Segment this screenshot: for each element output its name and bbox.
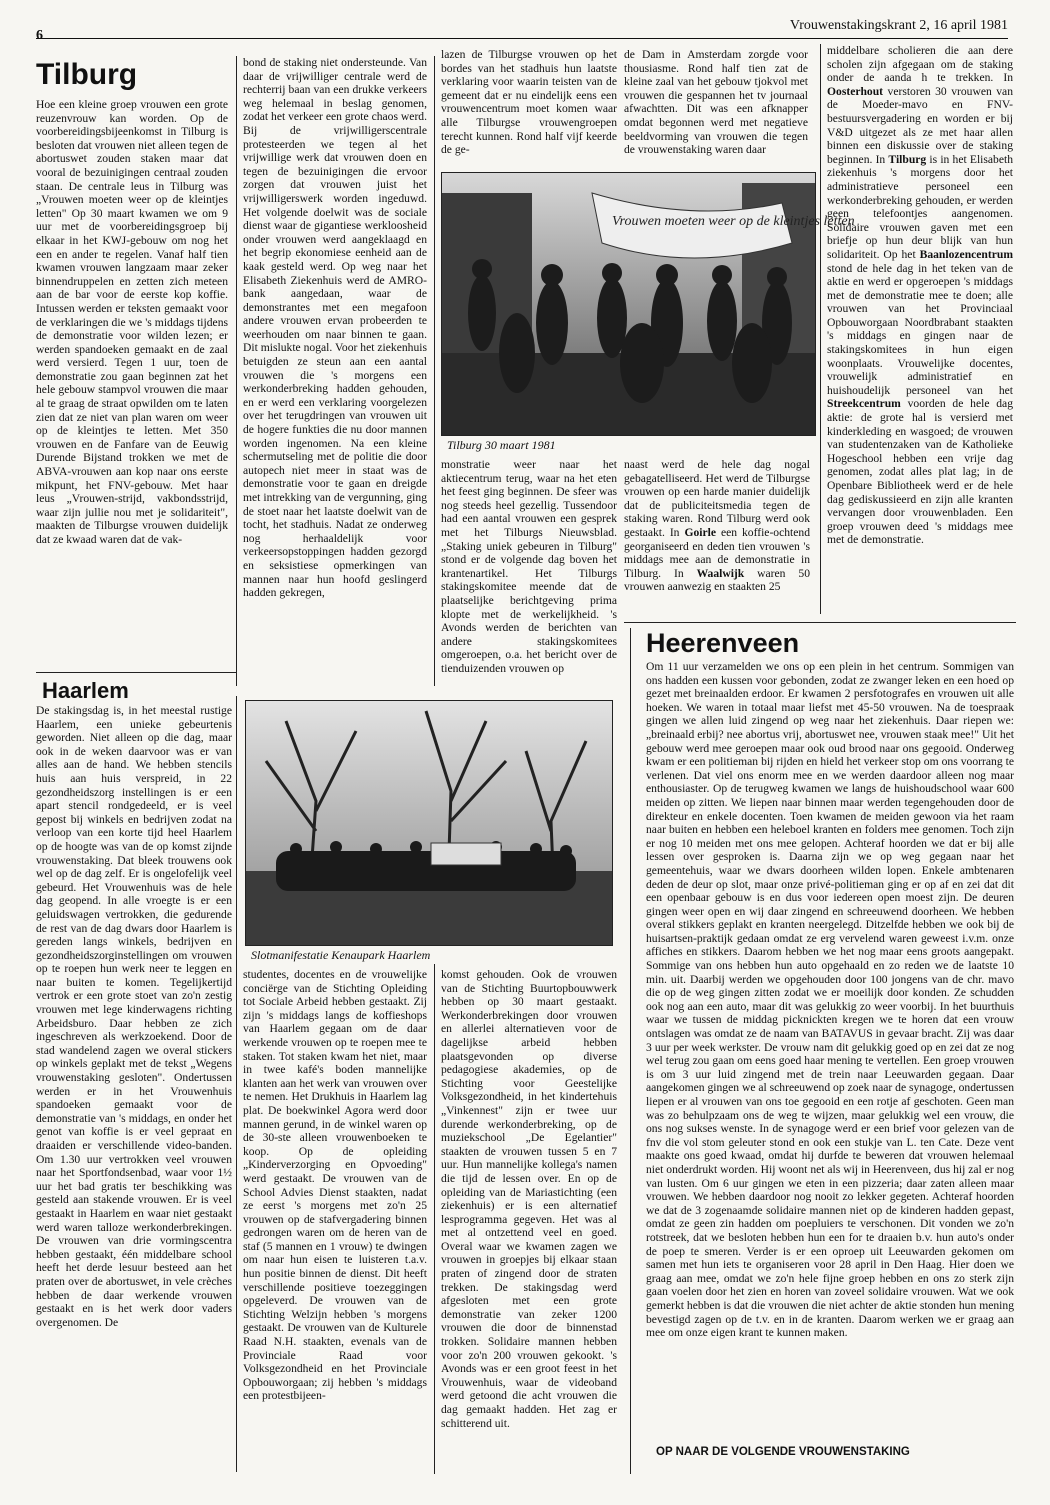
tilburg-column-3-top <box>441 48 617 168</box>
tilburg-column-5 <box>827 44 1013 610</box>
section-rule <box>624 622 1016 623</box>
haarlem-text-1: De stakingsdag is, in het meestal rustige Haarlem, een unieke gebeurtenis geworden. Niet alleen op die dag, maar ook in de weken daarvoor was er van alles aan de hand. We hebben stencils huis aan huis verspreid, in 22 gezondheidszorg instellingen is er een apart stencil rondgedeeld, er is veel gepost bij winkels en bedrijven zodat na verloop van een korte tijd heel Haarlem op de hoogte was van de op komst zijnde vrouwenstaking. Dat bleek trouwens ook wel op de dag zelf. Er is ongelofelijk veel gebeurd. Het Vrouwenhuis was de hele dag geopend. In alle vroegte is er een geluidswagen vertrokken, die gedurende de rest van de dag dwars door Haarlem is gereden langs winkels, bedrijven en gezondheidszorginstellingen om vrouwen op te roepen hun werk neer te leggen en naar buiten te komen. Tegelijkertijd vertrok er een grote stoet van zo'n zestig vrouwen met lege kinderwagens richting Arbeidsburo. Daar hebben ze zich ingeschreven als werkzoekend. Door de stad wandelend zagen we overal stickers op winkels geplakt met de tekst „Wegens vrouwenstaking gesloten". Ondertussen werden er in het Vrouwenhuis spandoeken gemaakt voor de demonstratie van 's middags, en onder het genot van koffie is er veel gepraat en draaiden er verschillende video-banden. Om 1.30 uur vertrokken veel vrouwen naar het Sportfondsenbad, waar voor 1½ uur het bad gratis ter beschikking was gesteld aan stakende vrouwen. Er is veel gestaakt in Haarlem en waar niet gestaakt werd waren talloze werkonderbrekingen. De vrouwen van drie vormingscentra hebben gestaakt, één middelbare school heeft het derde lesuur besteed aan het praten over de abortuswet, in vele crèches hebben de daar werkende vrouwen gestaakt en is het werk door vaders overgenomen. De <box>36 704 232 1329</box>
column-divider <box>820 44 821 614</box>
tilburg-column-2 <box>243 56 427 690</box>
haarlem-column-3 <box>441 968 617 1474</box>
closing-slogan: OP NAAR DE VOLGENDE VROUWENSTAKING <box>656 1446 910 1458</box>
heerenveen-text: Om 11 uur verzamelden we ons op een plein in het centrum. Sommigen van ons hadden een kussen voor gebonden, zodat ze zwanger leken en een hoed op gezet met breinaalden erdoor. Er kwamen 2 persfotografes en vrouwen uit alle hoeken. We waren in totaal maar liefst met 45-50 vrouwen. Na de toespraak gingen we allen luid zingend op weg naar het ziekenhuis. Daar riepen we: „breinaald erbij? nee abortus vrij, abortuswet nee, vrouwen staak mee!" Uit het gebouw werd mee geroepen maar ook oud brood naar ons gegooid. Onderweg kwam er een politieman bij rijden en hield het verkeer stop om ons voorrang te verlenen. Dat viel ons enorm mee en we werden daardoor alleen nog maar enthousiaster. Op de terugweg kwamen we langs de huishoudschool waar 600 meiden op zitten. We liepen naar binnen maar werden tegengehouden door de direkteur en enkele docenten. Toen kwamen de meiden gewoon via het raam naar buiten en hebben een heleboel kranten en folders mee genomen. Toch zijn er nog 10 meiden met ons mee gelopen. Achteraf hoorden we dat er bij alle lessen over gesproken is. Daarna zijn we op weg gegaan naar het gemeentehuis, waar we dwars doorheen wilden lopen. Enkele ambtenaren deden de deur op slot, maar onze privé-politieman ging er op af en zei dat dit een openbaar gebouw is en dus voor iedereen open moest zijn. De deuren gingen weer open en wij daar zingend en schreeuwend doorheen. We hebben overal stikkers geplakt en kranten neergelegd. Ditzelfde hebben we ook bij de huisartsen-praktijk gedaan omdat ze erg vervelend waren geweest i.v.m. onze affiches en stikkers. Daarom hebben we het nog maar eens groots aangepakt. Sommige van ons hebben hun auto opgehaald en zo reden we de laatste 10 min. uit. Daarbij werden we opgehouden door 100 jongens van de chr. mavo die op de weg gingen zitten zodat we er moeilijk door konden. Ze schudden ook nog aan een auto, maar dit was gelukkig zo weer voorbij. In het buurthuis waar we tussen de middag picknickten kregen we te horen dat een vrouw ontslagen was omdat ze de naam van BATAVUS in gevaar bracht. Zij was daar 3 uur per week werkster. De vrouw nam dit gelukkig goed op en zei dat ze nog wel terug zou gaan om eens goed haar mening te vertellen. Een groep vrouwen is om 3 uur luid zingend met de trein naar Leeuwarden gegaan. Daar aangekomen gingen we al schreeuwend op zoek naar de synagoge, ondertussen liepen er al vrouwen van ons toe gegooid en een rotje af geschoten. Geen man was zo behulpzaam ons de weg te wijzen, maar gelukkig wel een vrouw, die ons nog sukses wenste. In de synagoge werd er een brief voor gelezen van de fnv die vol stom geleuter stond en ook een stukje van L. ten Cate. Deze vent maakte ons goed kwaad, omdat hij durfde te beweren dat vrouwen helemaal niet onderdrukt worden. Hij woont net als wij in Heerenveen, dus hij zal er nog van lusten. Om 6 uur gingen we eten in een pizzeria; daar zaten alleen maar vrouwen. We hebben daardoor nog nooit zo lekker gegeten. Achteraf hoorden we dat de 3 zogenaamde solidaire mannen niet op de kinderen hadden gepast, omdat ze geen zin hadden om poepluiers te verschonen. Dit vonden we zo'n rotstreek, dat we besloten hebben hun een for te draaien b.v. hun auto's onder de poep te smeren. Verder is er een oproep uit Leeuwarden gekomen om samen met hun iets te organiseren voor 28 april in Den Haag. Hier doen we graag aan mee, omdat we zo'n hele fijne groep hebben en ons zo sterk zijn gaan voelen door het zien en horen van zoveel solidaire vrouwen. Wat we ook gemerkt hebben is dat die vrouwen die niet achter de aktie stonden hun mening bevestigd zagen op de t.v. en in de kranten. Daarom werken we er graag aan mee om onze eigen krant te kunnen maken. <box>646 660 1014 1340</box>
tilburg-column-4-top <box>624 48 808 168</box>
haarlem-text-2: studentes, docentes en de vrouwelijke conciërge van de Stichting Opleiding tot Sociale Arbeid hebben gestaakt. Zij zijn 's middags langs de koffieshops van Haarlem gegaan om de daar werkende vrouwen op te roepen mee te staken. Tot staken kwam het niet, maar in twee kafé's boden mannelijke klanten aan het werk van vrouwen over te nemen. Het Drukhuis in Haarlem lag plat. De boekwinkel Agora werd door mannen gerund, in de winkel waren op de 30-ste alleen vrouwenboeken te koop. Op de opleiding „Kinderverzorging en Opvoeding" werd gestaakt. De vrouwen van de School Advies Dienst staakten, nadat ze eerst 's morgens met zo'n 25 vrouwen op de stafvergadering binnen gedrongen waren om de heren van de staf (5 mannen en 1 vrouw) te dwingen om naar hun eisen te luisteren t.a.v. hun positie binnen de dienst. Dit heeft verschillende positieve toezeggingen opgeleverd. De vrouwen van de Stichting Welzijn hebben 's morgens gestaakt. De vrouwen van de Kulturele Raad N.H. staakten, evenals van de Provinciale Raad voor Volksgezondheid en het Provinciale Opbouworgaan; zij hebben 's middags een protestbijeen- <box>243 968 427 1403</box>
tilburg-demonstration-photo <box>441 172 855 436</box>
column-divider <box>236 56 237 686</box>
haarlem-column-2 <box>243 968 427 1474</box>
tilburg-heading: Tilburg <box>36 58 138 91</box>
haarlem-text-3: komst gehouden. Ook de vrouwen van de Stichting Buurtopbouwwerk hebben op 30 maart gestaakt. Werkonderbrekingen door vrouwen en allerlei alternatieven voor de dagelijkse arbeid hebben plaatsgevonden op diverse pedagogiese akademies, op de Stichting voor Geestelijke Volksgezondheid, in het kindertehuis „Vinkennest" zijn er twee uur durende werkonderbreking, op de muziekschool „De Egelantier" staakten de vrouwen tussen 5 en 7 uur. Hun mannelijke kollega's namen die tijd de lessen over. En op de opleiding van de Mariastichting (een ziekenhuis) er is een alternatief lesprogramma gegeven. Het was al met al ontzettend veel en goed. Overal waar we kwamen zagen we vrouwen in groepjes bij elkaar staan praten of zingend door de straten trekken. De stakingsdag werd afgesloten met een grote demonstratie van zeker 1200 vrouwen die door de binnenstad trokken. Solidaire mannen hebben voor zo'n 200 vrouwen gekookt. 's Avonds was er een groot feest in het Vrouwenhuis, waar de videoband werd getoond die acht vrouwen die dag gemaakt hadden. Het zag er schitterend uit. <box>441 968 617 1430</box>
tilburg-column-1 <box>36 98 228 670</box>
heerenveen-heading: Heerenveen <box>646 628 800 658</box>
column-divider <box>434 56 435 686</box>
haarlem-photo-caption: Slotmanifestatie Kenaupark Haarlem <box>251 948 431 962</box>
tilburg-text-3b: monstratie weer naar het aktiecentrum terug, waar na het eten het feest ging beginnen. De sfeer was nog steeds heel gezellig. Tussendoor had een aantal vrouwen een gesprek met het Tilburgs Nieuwsblad. „Staking uniek gebeuren in Tilburg" stond er de volgende dag boven het krantenartikel. Het Tilburgs stakingskomitee meende dat de plaatselijke berichtgeving prima klopte met de werkelijkheid. 's Avonds werden de berichten van andere stakingskomitees omgeroepen, o.a. het bericht over de tienduizenden vrouwen op <box>441 458 617 675</box>
tilburg-text-5: middelbare scholieren die aan dere scholen zijn afgegaan om de staking onder de aanda h te trekken. In Oosterhout verstoren 30 vrouwen van de Moeder-mavo en FNV-bestuursvergadering en worden er bij V&D uitgezet als ze met haar allen binnen een diskussie over de staking beginnen. In Tilburg is in het Elisabeth ziekenhuis 's morgens door het administratieve personeel een werkonderbreking gehouden, er werden geen telefoontjes aangenomen. Solidaire vrouwen gaven met een briefje op hun deur blijk van hun solidariteit. Op het Baanlozencentrum stond de hele dag in het teken van de aktie en werd er opgeroepen 's middags met de demonstratie mee te doen; alle vrouwen van het Provinciaal Opbouworgaan Noordbrabant staakten 's middags en gingen naar de stakingskomitees in hun eigen woonplaats. Vrouwelijke docentes, vrouwelijk administratief en huishoudelijk personeel van het Streekcentrum voorden de hele dag aktie: de grote hal is versierd met kinderkleding en wasgoed; de vrouwen van studentenzaken van de Katholieke Hogeschool hebben een vrije dag genomen, zodat alles plat lag; in de Openbare Bibliotheek werd er de hele dag gediskussieerd en zijn alle kranten vervangen door vrouwenbladen. Een groep vrouwen deed 's middags mee met de demonstratie. <box>827 44 1014 547</box>
tilburg-text-1: Hoe een kleine groep vrouwen een grote reuzenvrouw kan worden. Op de voorbereidingsbijeenkomst in Tilburg is besloten dat vrouwen niet alleen tegen de abortuswet zouden staken maar dat vooral de bezuinigingen centraal zouden staan. De centrale leus in Tilburg was „Vrouwen moeten weer op de kleintjes letten" Op 30 maart kwamen we om 9 uur met de voorbereidingsgroep bij elkaar in het KWJ-gebouw om nog het een en ander te regelen. Vanaf half tien kwamen vrouwen langzaam maar zeker binnendruppelen en zetten zich meteen aan de bar voor de eerste kop koffie. Intussen werden er teksten gemaakt voor de verklaringen die we 's middags tijdens de demonstratie voor wilden lezen; er werden spandoeken gemaakt en de zaal werd versierd. Tegen 1 uur, toen de demonstratie zou gaan beginnen zat het hele gebouw stampvol vrouwen die maar al te graag de straat opwilden om te laten zien dat ze niet van plan waren om weer op de kleintjes te letten. Met 350 vrouwen en de Fanfare van de Eeuwig Durende Bijstand trokken we met de ABVA-vrouwen aan kop naar ons eerste mikpunt, het FNV-gebouw. Met haar leus „Vrouwen-strijd, vakbondsstrijd, waar zijn jullie nou met je solidariteit", maakten de Tilburgse vrouwen duidelijk dat ze kwaad waren dat de vak- <box>36 98 228 546</box>
banner-text: Vrouwen moeten weer op de kleintjes letten <box>612 214 855 229</box>
tilburg-text-3a: lazen de Tilburgse vrouwen op het bordes van het stadhuis hun laatste verklaring voor waarin teisten van de gemeent dat er nu eindelijk eens een vrouwencentrum moet komen waar alle Tilburgse vrouwengroepen terecht kunnen. Rond half vijf keerde de ge- <box>441 48 617 157</box>
section-rule <box>36 672 236 673</box>
haarlem-photo-image <box>246 701 612 945</box>
tilburg-text-4b: naast werd de hele dag nogal gebagatelliseerd. Het werd de Tilburgse vrouwen op een harde manier duidelijk dat de publiciteitsmedia tegen de staking waren. Rond Tilburg werd ook gestaakt. In Goirle een koffie-ochtend georganiseerd en deden tien vrouwen 's middags mee aan de demonstratie in Tilburg. In Waalwijk waren 50 vrouwen aanwezig en staakten 25 <box>624 458 811 594</box>
tilburg-column-4-bottom <box>624 458 810 608</box>
tilburg-photo-caption: Tilburg 30 maart 1981 <box>447 438 556 452</box>
tilburg-text-2: bond de staking niet ondersteunde. Van daar de vrijwilliger centrale werd de rechterrij baan van een drukke verkeers weg helemaal in beslag genomen, zodat het verkeer een grote chaos werd. Bij de vrijwilligerscentrale protesteerden we tegen al het vrijwillige werk dat vrouwen doen en tegen de bezuinigingen die ervoor zorgen dat vrouwen juist het vrijwilligerswerk worden ingeduwd. Het volgende doelwit was de sociale dienst waar de gigantiese werkloosheid onder vrouwen werd aangeklaagd en het begrip ekonomiese eenheid aan de kaak gesteld werd. Op weg naar het Elisabeth Ziekenhuis werd de AMRO-bank aangedaan, waar de demonstrantes met een megafoon andere vrouwen ervan probeerden te weerhouden om naar binnen te gaan. Dit mislukte nogal. Voor het ziekenhuis betuigden ze steun aan een aantal vrouwen die 's morgens een werkonderbreking hadden gehouden, en er werd een verklaring voorgelezen over het terugdringen van vrouwen uit de hogere funkties die nu door mannen worden ingenomen. Na een kleine schermutseling met de politie die door autopech niet meer in staat was de demonstratie voor te gaan en dreigde met intrekking van de vergunning, ging de stoet naar het laatste doelwit van de tocht, het stadhuis. Nadat ze onderweg nog herhaaldelijk voor verkeersopstoppingen hadden gezorgd en seksistiese opmerkingen van mannen naar hun hoofd geslingerd hadden gekregen, <box>243 56 427 600</box>
heerenveen-body <box>646 660 1014 1444</box>
haarlem-heading: Haarlem <box>42 678 129 703</box>
column-divider <box>236 696 237 1472</box>
header-rule <box>36 38 1008 39</box>
publication-header: Vrouwenstakingskrant 2, 16 april 1981 <box>789 18 1008 33</box>
haarlem-column-1 <box>36 704 232 1474</box>
column-divider <box>434 964 435 1474</box>
tilburg-column-3-bottom <box>441 458 617 686</box>
haarlem-manifestation-photo <box>245 700 613 946</box>
tilburg-text-4a: de Dam in Amsterdam zorgde voor thousiasme. Rond half tien zat de kleine zaal van het gebouw tjokvol met vrouwen die gespannen het tv journaal afwachtten. Dit was een afknapper omdat begonnen werd met negatieve beeldvorming van vrouwen die tegen de vrouwenstaking waren daar <box>624 48 808 157</box>
tilburg-photo-image <box>442 173 855 435</box>
column-divider <box>630 628 631 1474</box>
page-number: 6 <box>36 28 43 43</box>
